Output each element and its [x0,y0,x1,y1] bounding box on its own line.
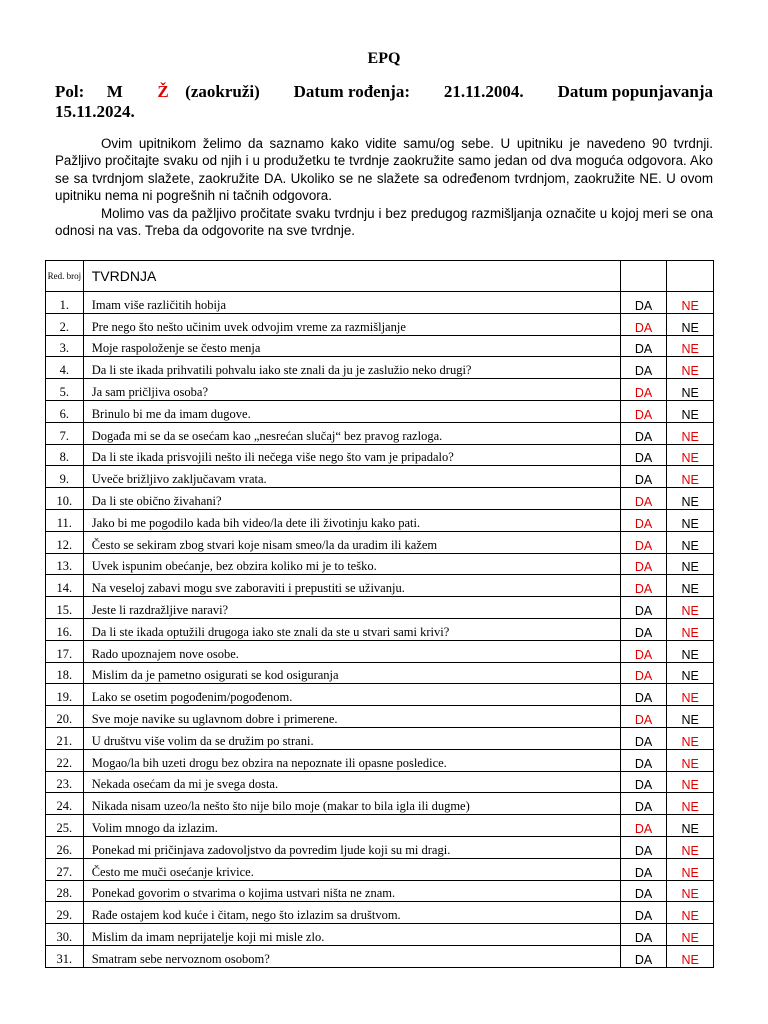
table-row [46,553,714,575]
row-number: 25. [46,815,84,837]
statement-text: Lako se osetim pogođenim/pogođenom. [83,684,620,706]
answer-ne[interactable]: NE [667,640,714,662]
table-row [46,836,714,858]
statement-text: Na veseloj zabavi mogu sve zaboraviti i prepustiti se uživanju. [83,575,620,597]
answer-ne[interactable]: NE [667,684,714,706]
table-row [46,640,714,662]
statement-text: Mislim da je pametno osigurati se kod osiguranja [83,662,620,684]
answer-da[interactable]: DA [620,575,667,597]
answer-da[interactable]: DA [620,422,667,444]
answer-ne[interactable]: NE [667,880,714,902]
gender-label: Pol: [55,82,85,101]
statement-text: Da li ste ikada optužili drugoga iako ste znali da ste u stvari sami krivi? [83,618,620,640]
birth-date-value: 21.11.2004. [443,82,524,101]
row-number: 22. [46,749,84,771]
row-number: 14. [46,575,84,597]
answer-ne[interactable]: NE [667,771,714,793]
statement-text: Smatram sebe nervoznom osobom? [83,945,620,967]
statement-text: Jeste li razdražljive naravi? [83,597,620,619]
statement-text: Mislim da imam neprijatelje koji mi misle zlo. [83,924,620,946]
table-row [46,727,714,749]
statement-text: Volim mnogo da izlazim. [83,815,620,837]
table-row [46,400,714,422]
questionnaire-table [45,260,714,968]
row-number: 2. [46,313,84,335]
row-number: 23. [46,771,84,793]
statement-text: Da li ste ikada prihvatili pohvalu iako ste znali da ju je zaslužio neko drugi? [83,357,620,379]
row-number: 19. [46,684,84,706]
answer-da[interactable]: DA [620,684,667,706]
answer-ne[interactable]: NE [667,444,714,466]
statement-text: Nekada osećam da mi je svega dosta. [83,771,620,793]
answer-da[interactable]: DA [620,357,667,379]
answer-ne[interactable]: NE [667,400,714,422]
header-row-number: Red. broj [46,261,84,292]
document-title: EPQ [367,50,401,67]
answer-da[interactable]: DA [620,444,667,466]
statement-text: Nikada nisam uzeo/la nešto što nije bilo moje (makar to bila igla ili dugme) [83,793,620,815]
row-number: 20. [46,706,84,728]
row-number: 7. [46,422,84,444]
answer-da[interactable]: DA [620,815,667,837]
gender-option-z: Ž [157,82,169,101]
table-row [46,815,714,837]
statement-text: Moje raspoloženje se često menja [83,335,620,357]
table-row [46,749,714,771]
answer-ne[interactable]: NE [667,618,714,640]
statement-text: Događa mi se da se osećam kao „nesrećan slučaj“ bez pravog razloga. [83,422,620,444]
answer-ne[interactable]: NE [667,488,714,510]
answer-da[interactable]: DA [620,313,667,335]
answer-ne[interactable]: NE [667,553,714,575]
answer-ne[interactable]: NE [667,575,714,597]
row-number: 1. [46,292,84,314]
answer-da[interactable]: DA [620,618,667,640]
table-row [46,684,714,706]
statement-text: Sve moje navike su uglavnom dobre i primerene. [83,706,620,728]
row-number: 29. [46,902,84,924]
answer-da[interactable]: DA [620,662,667,684]
answer-da[interactable]: DA [620,749,667,771]
table-row [46,422,714,444]
row-number: 27. [46,858,84,880]
statement-text: Ponekad govorim o stvarima o kojima ustvari ništa ne znam. [83,880,620,902]
answer-da[interactable]: DA [620,400,667,422]
row-number: 10. [46,488,84,510]
row-number: 11. [46,509,84,531]
answer-ne[interactable]: NE [667,793,714,815]
answer-da[interactable]: DA [620,880,667,902]
row-number: 5. [46,379,84,401]
header-statement: TVRDNJA [83,261,620,292]
answer-da[interactable]: DA [620,466,667,488]
table-row [46,313,714,335]
statement-text: Ponekad mi pričinjava zadovoljstvo da povredim ljude koji su mi dragi. [83,836,620,858]
table-row [46,706,714,728]
answer-ne[interactable]: NE [667,836,714,858]
table-row [46,466,714,488]
instructions-paragraph-1: Ovim upitnikom želimo da saznamo kako vidite samu/og sebe. U upitniku je navedeno 90 tvrdnji. Pažljivo pročitajte svaku od njih i u produžetku te tvrdnje zaokružite samo jedan od dva moguća odgovora. Ako se sa tvrdnjom slažete, zaokružite DA. Ukoliko se ne slažete sa određenom tvrdnjom, zaokružite NE. U ovom upitniku nema ni pogrešnih ni tačnih odgovora. [55,136,713,204]
answer-ne[interactable]: NE [667,815,714,837]
gender-option-m: M [106,82,123,101]
row-number: 12. [46,531,84,553]
row-number: 3. [46,335,84,357]
table-row [46,880,714,902]
statement-text: Da li ste ikada prisvojili nešto ili nečega više nego što vam je pripadalo? [83,444,620,466]
answer-ne[interactable]: NE [667,313,714,335]
statement-text: Rađe ostajem kod kuće i čitam, nego što izlazim sa društvom. [83,902,620,924]
fill-date-value: 15.11.2024. [55,102,135,121]
row-number: 31. [46,945,84,967]
answer-da[interactable]: DA [620,509,667,531]
answer-da[interactable]: DA [620,945,667,967]
answer-da[interactable]: DA [620,640,667,662]
answer-ne[interactable]: NE [667,597,714,619]
answer-da[interactable]: DA [620,553,667,575]
answer-da[interactable]: DA [620,488,667,510]
birth-date-label: Datum rođenja: [293,82,410,101]
answer-ne[interactable]: NE [667,749,714,771]
statement-text: Brinulo bi me da imam dugove. [83,400,620,422]
answer-da[interactable]: DA [620,924,667,946]
table-row [46,924,714,946]
statement-text: Ja sam pričljiva osoba? [83,379,620,401]
answer-ne[interactable]: NE [667,335,714,357]
answer-da[interactable]: DA [620,727,667,749]
statement-text: Pre nego što nešto učinim uvek odvojim vreme za razmišljanje [83,313,620,335]
table-row [46,858,714,880]
row-number: 17. [46,640,84,662]
answer-ne[interactable]: NE [667,858,714,880]
answer-da[interactable]: DA [620,597,667,619]
table-row [46,335,714,357]
statement-text: Imam više različitih hobija [83,292,620,314]
table-row [46,379,714,401]
circle-instruction: (zaokruži) [185,82,260,101]
row-number: 30. [46,924,84,946]
statement-text: Da li ste obično živahani? [83,488,620,510]
table-header-row [46,261,714,292]
row-number: 16. [46,618,84,640]
row-number: 4. [46,357,84,379]
statement-text: Često me muči osećanje krivice. [83,858,620,880]
respondent-info [55,82,713,122]
header-blank-da [620,261,667,292]
table-row [46,793,714,815]
instructions-paragraph-2: Molimo vas da pažljivo pročitate svaku tvrdnju i bez predugog razmišljanja označite u kojoj meri se ona odnosi na vas. Treba da odgovorite na sve tvrdnje. [55,205,713,239]
answer-ne[interactable]: NE [667,292,714,314]
answer-ne[interactable]: NE [667,706,714,728]
table-row [46,575,714,597]
row-number: 18. [46,662,84,684]
table-row [46,444,714,466]
answer-ne[interactable]: NE [667,902,714,924]
table-row [46,292,714,314]
answer-da[interactable]: DA [620,292,667,314]
answer-da[interactable]: DA [620,836,667,858]
row-number: 24. [46,793,84,815]
table-row [46,597,714,619]
answer-da[interactable]: DA [620,531,667,553]
row-number: 6. [46,400,84,422]
statement-text: Rado upoznajem nove osobe. [83,640,620,662]
answer-da[interactable]: DA [620,902,667,924]
row-number: 21. [46,727,84,749]
table-row [46,357,714,379]
answer-ne[interactable]: NE [667,357,714,379]
row-number: 28. [46,880,84,902]
statement-text: U društvu više volim da se družim po strani. [83,727,620,749]
table-row [46,509,714,531]
answer-da[interactable]: DA [620,379,667,401]
row-number: 9. [46,466,84,488]
fill-date-label: Datum popunjavanja [557,82,713,101]
answer-ne[interactable]: NE [667,945,714,967]
answer-da[interactable]: DA [620,793,667,815]
answer-ne[interactable]: NE [667,662,714,684]
table-row [46,902,714,924]
statement-text: Jako bi me pogodilo kada bih video/la dete ili životinju kako pati. [83,509,620,531]
row-number: 15. [46,597,84,619]
answer-ne[interactable]: NE [667,466,714,488]
row-number: 13. [46,553,84,575]
statement-text: Mogao/la bih uzeti drogu bez obzira na nepoznate ili opasne posledice. [83,749,620,771]
instructions [55,135,713,239]
answer-ne[interactable]: NE [667,727,714,749]
table-row [46,771,714,793]
table-row [46,531,714,553]
statement-text: Uvek ispunim obećanje, bez obzira koliko mi je to teško. [83,553,620,575]
answer-ne[interactable]: NE [667,422,714,444]
answer-da[interactable]: DA [620,771,667,793]
answer-da[interactable]: DA [620,858,667,880]
row-number: 26. [46,836,84,858]
answer-ne[interactable]: NE [667,379,714,401]
answer-ne[interactable]: NE [667,509,714,531]
statement-text: Uveče brižljivo zaključavam vrata. [83,466,620,488]
table-row [46,618,714,640]
answer-da[interactable]: DA [620,335,667,357]
answer-ne[interactable]: NE [667,924,714,946]
gender-field [55,82,260,102]
header-blank-ne [667,261,714,292]
table-row [46,945,714,967]
statement-text: Često se sekiram zbog stvari koje nisam smeo/la da uradim ili kažem [83,531,620,553]
answer-ne[interactable]: NE [667,531,714,553]
row-number: 8. [46,444,84,466]
table-row [46,662,714,684]
table-row [46,488,714,510]
answer-da[interactable]: DA [620,706,667,728]
